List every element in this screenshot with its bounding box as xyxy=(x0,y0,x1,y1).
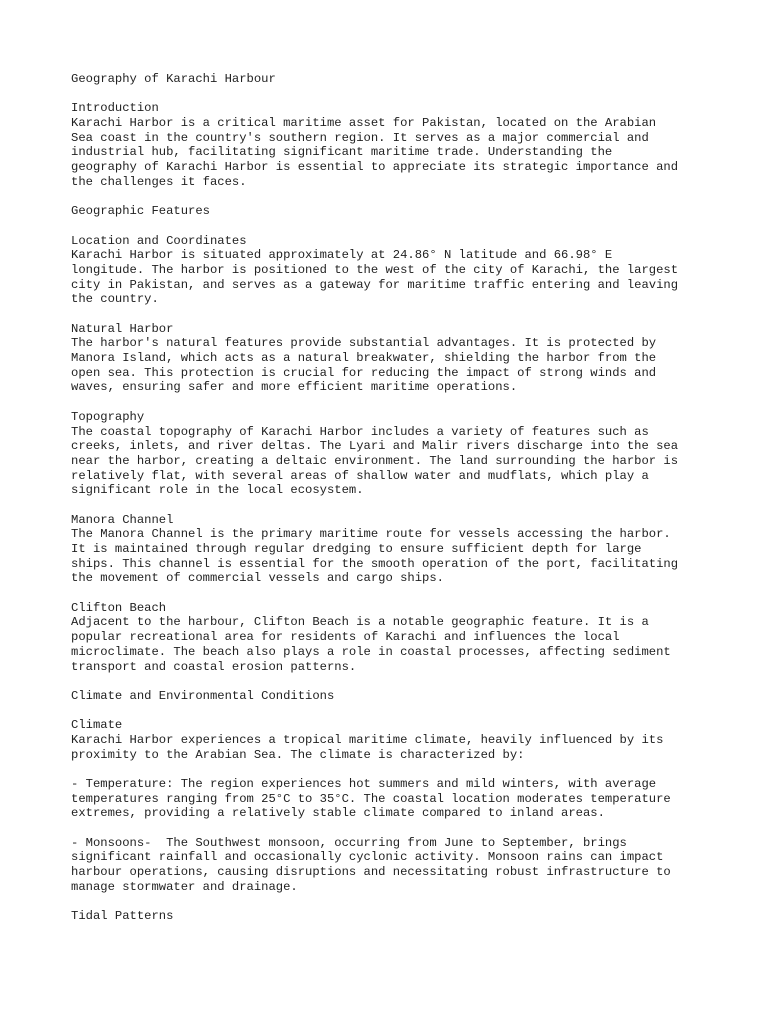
paragraph-line: the challenges it faces. xyxy=(71,174,247,189)
section xyxy=(71,909,711,924)
paragraph-line: open sea. This protection is crucial for reducing the impact of strong winds and xyxy=(71,365,657,380)
blank-line xyxy=(71,87,711,102)
section-heading: Tidal Patterns xyxy=(71,909,174,924)
paragraph-line: city in Pakistan, and serves as a gateway for maritime traffic entering and leaving xyxy=(71,277,679,292)
paragraph-line: temperatures ranging from 25°C to 35°C. The coastal location moderates temperature xyxy=(71,791,671,806)
paragraph-line: proximity to the Arabian Sea. The climate is characterized by: xyxy=(71,747,525,762)
section-heading: Natural Harbor xyxy=(71,321,174,336)
paragraph-line: The coastal topography of Karachi Harbor includes a variety of features such as xyxy=(71,424,649,439)
blank-line xyxy=(71,190,711,205)
paragraph-line: Adjacent to the harbour, Clifton Beach is a notable geographic feature. It is a xyxy=(71,615,649,630)
section-heading: Geographic Features xyxy=(71,204,210,219)
paragraph-line: geography of Karachi Harbor is essential to appreciate its strategic importance and xyxy=(71,160,679,175)
section xyxy=(71,204,711,233)
blank-line xyxy=(71,895,711,910)
document-page xyxy=(71,72,711,924)
paragraph-line: longitude. The harbor is positioned to the west of the city of Karachi, the largest xyxy=(71,262,679,277)
paragraph-line: The Manora Channel is the primary maritime route for vessels accessing the harbor. xyxy=(71,527,671,542)
paragraph-line: significant role in the local ecosystem. xyxy=(71,483,364,498)
section-heading: Location and Coordinates xyxy=(71,233,247,248)
paragraph-line: - Temperature: The region experiences hot summers and mild winters, with average xyxy=(71,777,657,791)
paragraph-line: waves, ensuring safer and more efficient maritime operations. xyxy=(71,380,518,395)
blank-line xyxy=(71,674,711,689)
paragraph-line: industrial hub, facilitating significant maritime trade. Understanding the xyxy=(71,145,613,160)
blank-line xyxy=(71,395,711,410)
paragraph-line: popular recreational area for residents of Karachi and influences the local xyxy=(71,630,620,645)
section-heading: Climate xyxy=(71,718,123,733)
section xyxy=(71,836,711,909)
section-heading: Introduction xyxy=(71,101,159,116)
blank-line xyxy=(71,762,711,777)
paragraph-line: manage stormwater and drainage. xyxy=(71,879,298,894)
paragraph-line: Karachi Harbor is a critical maritime asset for Pakistan, located on the Arabian xyxy=(71,116,657,131)
blank-line xyxy=(71,586,711,601)
section xyxy=(71,101,711,204)
document-title: Geography of Karachi Harbour xyxy=(71,72,276,86)
paragraph-line: Karachi Harbor is situated approximately at 24.86° N latitude and 66.98° E xyxy=(71,248,613,263)
section xyxy=(71,777,711,836)
section xyxy=(71,513,711,601)
paragraph-line: - Monsoons- The Southwest monsoon, occurring from June to September, brings xyxy=(71,835,627,850)
section-heading: Topography xyxy=(71,409,145,424)
paragraph-line: relatively flat, with several areas of shallow water and mudflats, which play a xyxy=(71,468,649,483)
section xyxy=(71,322,711,410)
paragraph-line: the movement of commercial vessels and cargo ships. xyxy=(71,571,444,586)
blank-line xyxy=(71,307,711,322)
blank-line xyxy=(71,498,711,513)
section xyxy=(71,689,711,718)
paragraph-line: Manora Island, which acts as a natural breakwater, shielding the harbor from the xyxy=(71,351,657,366)
section xyxy=(71,601,711,689)
paragraph-line: It is maintained through regular dredging to ensure sufficient depth for large xyxy=(71,542,642,556)
paragraph-line: near the harbor, creating a deltaic environment. The land surrounding the harbor is xyxy=(71,453,679,468)
blank-line xyxy=(71,219,711,234)
section-heading: Climate and Environmental Conditions xyxy=(71,688,335,703)
paragraph-line: Karachi Harbor experiences a tropical maritime climate, heavily influenced by its xyxy=(71,732,664,747)
document-body xyxy=(71,101,711,924)
paragraph-line: transport and coastal erosion patterns. xyxy=(71,659,357,674)
section-heading: Clifton Beach xyxy=(71,600,167,615)
blank-line xyxy=(71,821,711,836)
paragraph-line: significant rainfall and occasionally cyclonic activity. Monsoon rains can impact xyxy=(71,850,664,865)
paragraph-line: harbour operations, causing disruptions and necessitating robust infrastructure to xyxy=(71,865,671,880)
section-heading: Manora Channel xyxy=(71,512,174,527)
paragraph-line: extremes, providing a relatively stable climate compared to inland areas. xyxy=(71,806,605,821)
section xyxy=(71,410,711,513)
blank-line xyxy=(71,704,711,719)
section xyxy=(71,234,711,322)
paragraph-line: ships. This channel is essential for the smooth operation of the port, facilitating xyxy=(71,556,679,571)
section xyxy=(71,718,711,777)
paragraph-line: creeks, inlets, and river deltas. The Lyari and Malir rivers discharge into the sea xyxy=(71,439,679,454)
paragraph-line: Sea coast in the country's southern region. It serves as a major commercial and xyxy=(71,130,649,145)
paragraph-line: the country. xyxy=(71,292,159,307)
paragraph-line: microclimate. The beach also plays a role in coastal processes, affecting sediment xyxy=(71,644,671,659)
paragraph-line: The harbor's natural features provide substantial advantages. It is protected by xyxy=(71,336,657,351)
